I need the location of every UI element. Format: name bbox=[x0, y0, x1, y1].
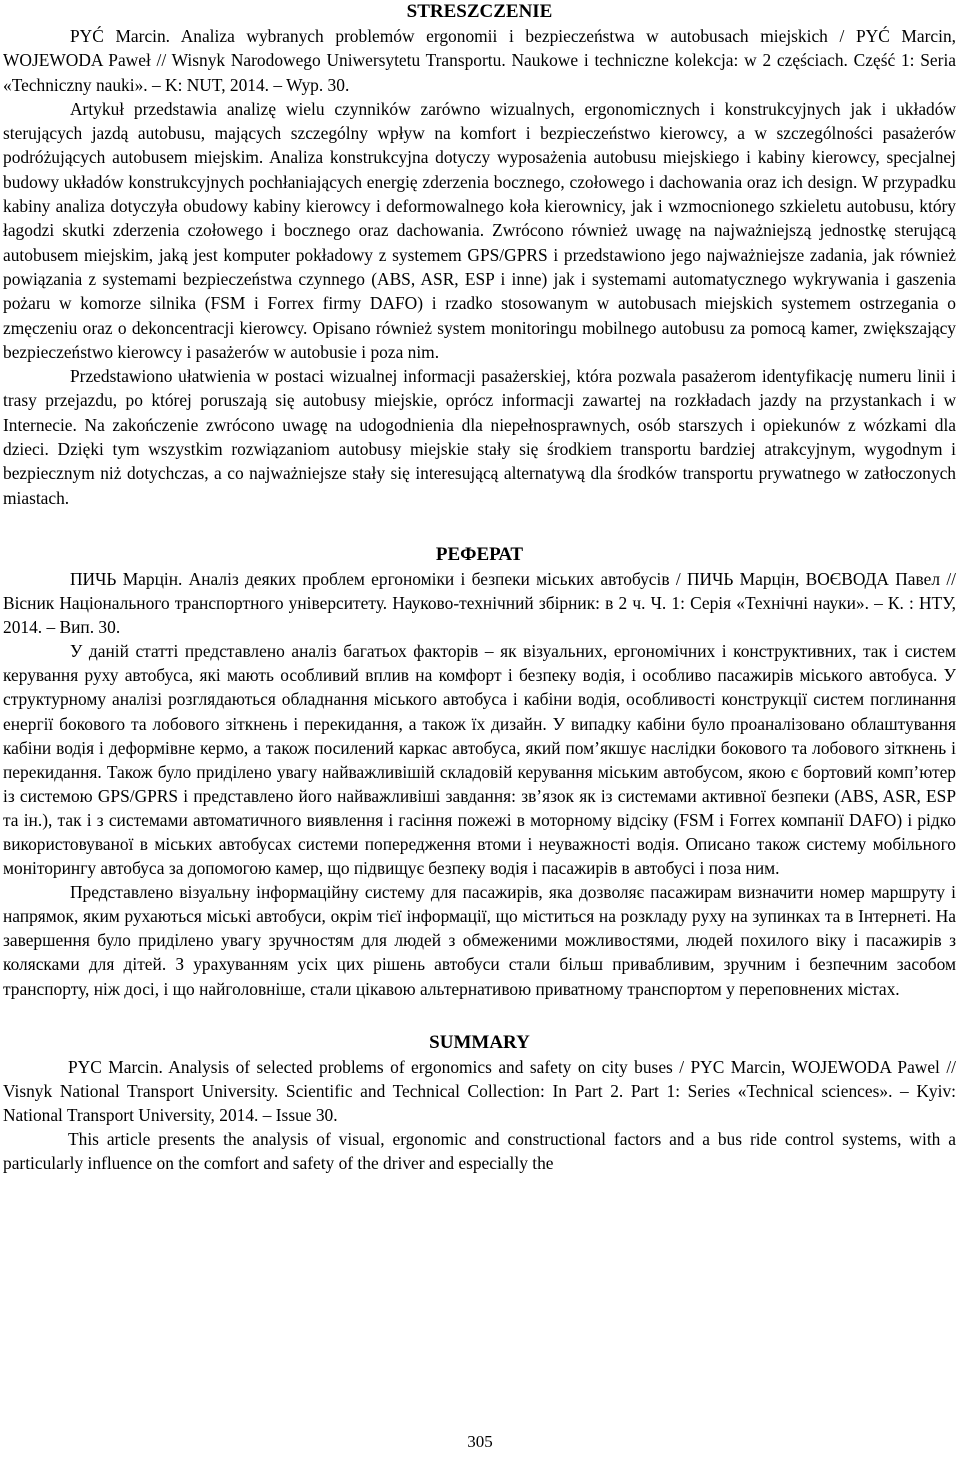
page-number: 305 bbox=[467, 1432, 493, 1451]
citation-referat: ПИЧЬ Марцін. Аналіз деяких проблем ергономіки і безпеки міських автобусів / ПИЧЬ Марцін, ВОЄВОДА Павел // Вісник Національного транспортного університету. Науково-технічний збірник: в 2 ч. Ч. 1: Серія «Технічні науки». – К. : НТУ, 2014. – Вип. 30. bbox=[3, 568, 956, 638]
section-spacer bbox=[3, 510, 956, 543]
abstract-paragraph-ua-2: Представлено візуальну інформаційну систему для пасажирів, яка дозволяє пасажирам визначити номер маршруту і напрямок, яким рухаються міські автобуси, окрім тієї інформації, що міститься на розкладу руху на зупинках та в Інтернеті. На завершення було приділено увагу зручностям для людей з обмеженими можливостями, людей похилого віку і пасажирів з колясками для дітей. З урахуванням усіх цих рішень автобуси стали більш привабливим, зручним і безпечним засобом транспорту, ніж досі, і що найголовніше, стали цікавою альтернативою приватному транспортом у переповнених містах. bbox=[3, 882, 956, 999]
section-heading-summary: SUMMARY bbox=[429, 1031, 530, 1053]
section-spacer bbox=[3, 1001, 956, 1031]
section-referat bbox=[3, 543, 956, 1001]
section-summary bbox=[3, 1031, 956, 1176]
section-heading-referat: РЕФЕРАТ bbox=[435, 543, 524, 565]
abstract-paragraph-en-1: This article presents the analysis of visual, ergonomic and constructional factors and a bus ride control systems, with a particularly influence on the comfort and safety of the driver and especially the bbox=[3, 1129, 956, 1174]
abstract-paragraph-ua-1: У даній статті представлено аналіз багатьох факторів – як візуальних, ергономічних і конструктивних, так і систем керування руху автобуса, які мають особливий вплив на комфорт і безпеку водія, і особливо пасажирів міського автобуса. У структурному аналізі розглядаються обладнання міського автобуса і кабіни водія, особливості конструкції систем поглинання енергії бокового та лобового зіткнень і перекидання, а також їх дизайн. У випадку кабіни було проаналізовано облаштування кабіни водія і деформівне кермо, а також посилений каркас автобуса, який пом’якшує наслідки бокового та лобового зіткнень і перекидання. Також було приділено увагу найважливішій складовій керування міським автобусом, якою є бортовий комп’ютер із системою GPS/GPRS і представлено його найважливіші завдання: зв’язок як із системами активної безпеки (ABS, ASR, ESP та ін.), так і з системами автоматичного виявлення і гасіння пожежі в моторному відсіку (FSM і Forrex компанії DAFO) і рідко використовуваної в міських автобусах системи попередження втоми і неуважності водія. Описано також систему мобільного моніторингу автобуса за допомогою камер, що підвищує безпеку водія і пасажирів в автобусі і поза ним. bbox=[3, 641, 956, 879]
document-page bbox=[3, 0, 956, 1176]
abstract-paragraph-pl-1: Artykuł przedstawia analizę wielu czynników zarówno wizualnych, ergonomicznych i konstrukcyjnych jak i układów sterujących jazdą autobusu, mających szczególny wpływ na komfort i bezpieczeństwo kierowcy, a w szczególności pasażerów podróżujących autobusem miejskim. Analiza konstrukcyjna dotyczy wyposażenia autobusu miejskiego i kabiny kierowcy, specjalnej budowy układów konstrukcyjnych pochłaniających energię zderzenia bocznego, czołowego i dachowania oraz ich design. W przypadku kabiny analiza dotyczyła obudowy kabiny kierowcy i deformowalnego koła kierownicy, jak i wzmocnionego szkieletu autobusu, który łagodzi skutki zderzenia czołowego i bocznego oraz dachowania. Zwrócono również uwagę na najważniejszą jednostkę sterującą autobusem miejskim, jaką jest komputer pokładowy z systemem GPS/GPRS i przedstawiono jego najważniejsze zadania, jak również powiązania z systemami bezpieczeństwa czynnego (ABS, ASR, ESP i inne) jak i systemami automatycznego wykrywania i gaszenia pożaru w komorze silnika (FSM i Forrex firmy DAFO) i rzadko stosowanym w autobusach miejskich systemem ostrzegania o zmęczeniu oraz o dekoncentracji kierowcy. Opisano również system monitoringu mobilnego autobusu za pomocą kamer, zwiększający bezpieczeństwo kierowcy i pasażerów w autobusie i poza nim. bbox=[3, 98, 956, 362]
section-streszczenie bbox=[3, 0, 956, 510]
section-heading-streszczenie: STRESZCZENIE bbox=[406, 1, 553, 22]
citation-summary: PYC Marcin. Analysis of selected problems of ergonomics and safety on city buses / PYC Marcin, WOJEWODA Pawel // Visnyk National Transport University. Scientific and Technical Collection: In Part 2. Part 1: Series «Technical sciences». – Kyiv: National Transport University, 2014. – Issue 30. bbox=[3, 1056, 956, 1126]
citation-streszczenie: PYĆ Marcin. Analiza wybranych problemów ergonomii i bezpieczeństwa w autobusach miejskich / PYĆ Marcin, WOJEWODA Paweł // Wisnyk Narodowego Uniwersytetu Transportu. Naukowe i techniczne kolekcja: w 2 częściach. Część 1: Seria «Techniczny nauki». – K: NUT, 2014. – Wyp. 30. bbox=[3, 26, 956, 95]
abstract-paragraph-pl-2: Przedstawiono ułatwienia w postaci wizualnej informacji pasażerskiej, która pozwala pasażerom identyfikację numeru linii i trasy przejazdu, po której poruszają się autobusy miejskie, oprócz informacji zawartej na rozkładach jazdy na przystankach i w Internecie. Na zakończenie zwrócono uwagę na udogodnienia dla niepełnosprawnych, osób starszych i opiekunów z wózkami dla dzieci. Dzięki tym wszystkim rozwiązaniom autobusy miejskie stały się środkiem transportu bardziej atrakcyjnym, wygodnym i bezpiecznym niż dotychczas, a co najważniejsze stały się interesującą alternatywą dla środków transportu prywatnego w zatłoczonych miastach. bbox=[3, 366, 956, 508]
